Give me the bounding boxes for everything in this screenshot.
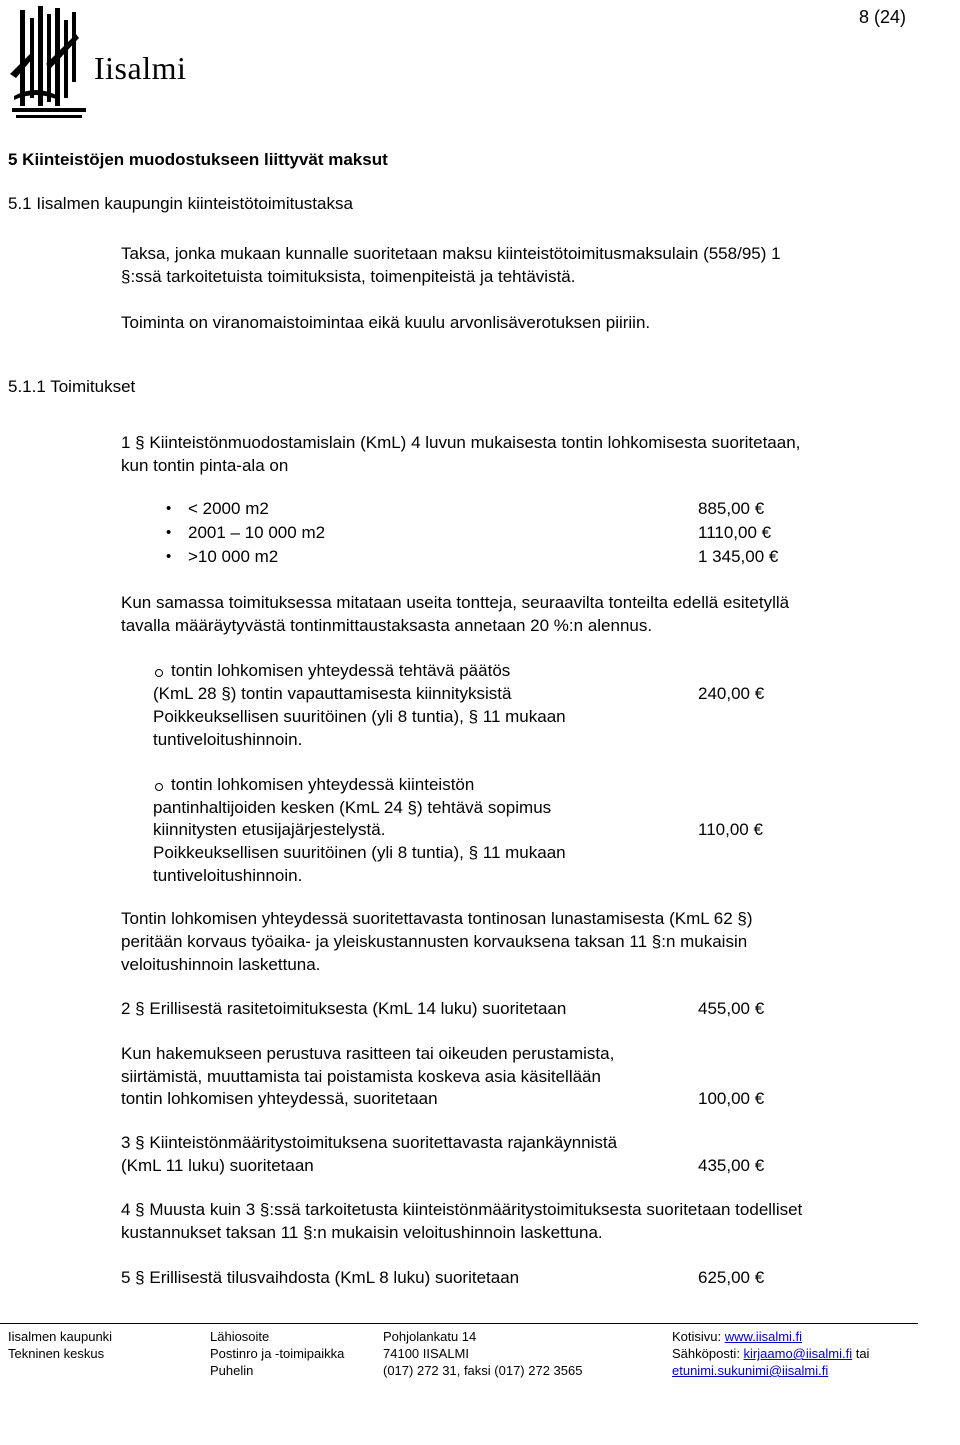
rasite-line3: tontin lohkomisen yhteydessä, suoritetaan: [121, 1089, 438, 1108]
footer-phone-label: Puhelin: [210, 1363, 254, 1378]
footer-org: Iisalmen kaupunki: [8, 1329, 113, 1344]
section-5-heading: 5 Kiinteistöjen muodostukseen liittyvät maksut: [8, 150, 388, 169]
logo-emblem-icon: [6, 4, 96, 124]
item3-price: 435,00 €: [698, 1156, 765, 1175]
bullet-icon: [155, 783, 163, 791]
rasite-line2: siirtämistä, muuttamista tai poistamista koskeva asia käsitellään: [121, 1067, 601, 1086]
homepage-label: Kotisivu:: [672, 1329, 725, 1344]
footer-address-label: Lähiosoite: [210, 1329, 270, 1344]
sub1-line4: tuntiveloitushinnoin.: [153, 730, 303, 749]
item5-text: 5 § Erillisestä tilusvaihdosta (KmL 8 luku) suoritetaan: [121, 1268, 520, 1287]
discount-line2: tavalla määräytyvästä tontinmittaustaksasta annetaan 20 %:n alennus.: [121, 616, 653, 635]
discount-line1: Kun samassa toimituksessa mitataan useita tontteja, seuraavilta tonteilta edellä esitetyllä: [121, 593, 790, 612]
sub2-line5: tuntiveloitushinnoin.: [153, 866, 303, 885]
sub2-line1-text: tontin lohkomisen yhteydessä kiinteistön: [171, 775, 475, 794]
footer-col3: [383, 1328, 582, 1379]
item2-text: 2 § Erillisestä rasitetoimituksesta (KmL 14 luku) suoritetaan: [121, 999, 567, 1018]
bullet-icon: [155, 669, 163, 677]
item3-line1: 3 § Kiinteistönmääritystoimituksena suoritettavasta rajankäynnistä: [121, 1133, 618, 1152]
footer-col4: [672, 1328, 869, 1379]
logo-text: Iisalmi: [94, 50, 187, 86]
homepage-link[interactable]: www.iisalmi.fi: [724, 1329, 803, 1344]
email-link[interactable]: kirjaamo@iisalmi.fi: [743, 1346, 853, 1361]
item1-line2: kun tontin pinta-ala on: [121, 456, 289, 475]
lunastus-line2: peritään korvaus työaika- ja yleiskustannusten korvauksena taksan 11 §:n mukaisin: [121, 932, 748, 951]
item2-price: 455,00 €: [698, 999, 765, 1018]
sub2-line2: pantinhaltijoiden kesken (KmL 24 §) tehtävä sopimus: [153, 798, 552, 817]
vat-note: Toiminta on viranomaistoimintaa eikä kuulu arvonlisäverotuksen piiriin.: [121, 313, 651, 332]
sub1-price: 240,00 €: [698, 684, 765, 703]
sub1-line1: [171, 660, 510, 682]
rate-price: 1 345,00 €: [698, 547, 779, 566]
sub1-line3: Poikkeuksellisen suuritöinen (yli 8 tuntia), § 11 mukaan: [153, 707, 566, 726]
footer-postal-label: Postinro ja -toimipaikka: [210, 1346, 345, 1361]
footer-address: Pohjolankatu 14: [383, 1329, 477, 1344]
footer-divider: [0, 1323, 918, 1324]
section-5-1-1-heading: 5.1.1 Toimitukset: [8, 377, 136, 396]
sub1-line2: (KmL 28 §) tontin vapauttamisesta kiinnityksistä: [153, 684, 512, 703]
email-link-2[interactable]: etunimi.sukunimi@iisalmi.fi: [672, 1363, 829, 1378]
taksa-para-line1: Taksa, jonka mukaan kunnalle suoritetaan maksu kiinteistötoimitusmaksulain (558/95) 1: [121, 244, 781, 263]
iisalmi-logo: [6, 4, 196, 124]
rasite-price: 100,00 €: [698, 1089, 765, 1108]
rate-label: • >10 000 m2: [188, 546, 278, 568]
footer-col2: [210, 1328, 344, 1379]
footer-postal: 74100 IISALMI: [383, 1346, 469, 1361]
section-5-1-heading: 5.1 Iisalmen kaupungin kiinteistötoimitustaksa: [8, 194, 353, 213]
email-label: Sähköposti:: [672, 1346, 744, 1361]
footer-homepage: [672, 1328, 869, 1345]
rasite-line1: Kun hakemukseen perustuva rasitteen tai oikeuden perustamista,: [121, 1044, 615, 1063]
rate-price: 1110,00 €: [698, 523, 772, 542]
email-suffix: tai: [852, 1346, 870, 1361]
footer-email: [672, 1345, 869, 1362]
lunastus-line1: Tontin lohkomisen yhteydessä suoritettavasta tontinosan lunastamisesta (KmL 62 §): [121, 909, 753, 928]
item1-line1: 1 § Kiinteistönmuodostamislain (KmL) 4 luvun mukaisesta tontin lohkomisesta suoritetaan,: [121, 433, 801, 452]
sub2-line3: kiinnitysten etusijajärjestelystä.: [153, 820, 386, 839]
taksa-para-line2: §:ssä tarkoitetuista toimituksista, toimenpiteistä ja tehtävistä.: [121, 267, 576, 286]
footer-phone: (017) 272 31, faksi (017) 272 3565: [383, 1363, 583, 1378]
sub1-line1-text: tontin lohkomisen yhteydessä tehtävä päätös: [171, 661, 511, 680]
item4-line1: 4 § Muusta kuin 3 §:ssä tarkoitetusta kiinteistönmääritystoimituksesta suoritetaan todelliset: [121, 1200, 803, 1219]
sub2-line4: Poikkeuksellisen suuritöinen (yli 8 tuntia), § 11 mukaan: [153, 843, 566, 862]
footer-dept: Tekninen keskus: [8, 1346, 105, 1361]
item4-line2: kustannukset taksan 11 §:n mukaisin veloitushinnoin laskettuna.: [121, 1223, 603, 1242]
footer-email2: [672, 1362, 869, 1379]
sub2-line1: [171, 774, 474, 796]
footer-col1: [8, 1328, 112, 1362]
rate-price: 885,00 €: [698, 499, 765, 518]
item3-line2: (KmL 11 luku) suoritetaan: [121, 1156, 314, 1175]
sub2-price: 110,00 €: [698, 820, 763, 839]
rate-label: • < 2000 m2: [188, 498, 269, 520]
page-number: 8 (24): [858, 7, 906, 27]
item5-price: 625,00 €: [698, 1268, 765, 1287]
lunastus-line3: veloitushinnoin laskettuna.: [121, 955, 321, 974]
rate-label: • 2001 – 10 000 m2: [188, 522, 325, 544]
